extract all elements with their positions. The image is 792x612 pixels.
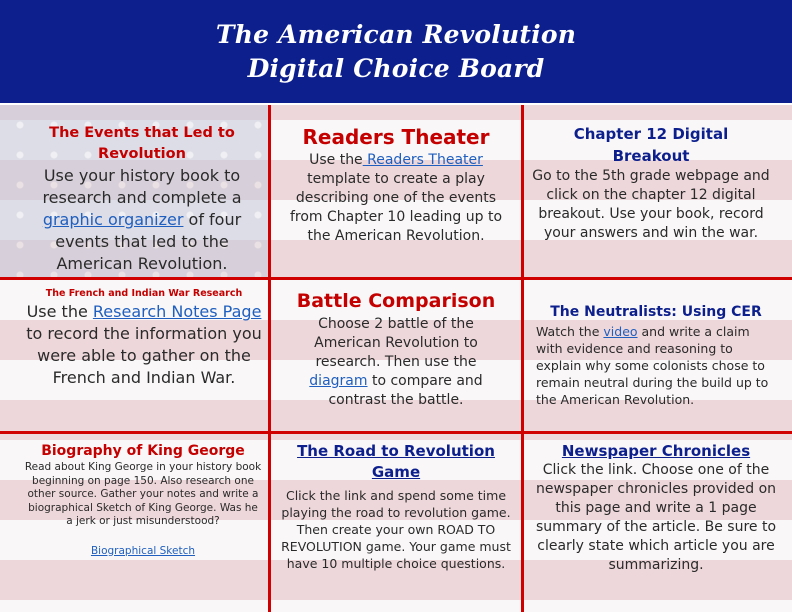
cell-title: The French and Indian War Research xyxy=(45,288,243,299)
cell-body: Click the link. Choose one of the newspaper chronicles provided on this page and write a 1 page summary of the article. Be sure to clearly state which article you are summarizing. xyxy=(535,462,777,573)
cell-newspaper-chronicles xyxy=(532,441,780,609)
cell-title: Biography of King George xyxy=(41,443,245,459)
cell-body-text: Watch the xyxy=(536,324,604,339)
cell-digital-breakout xyxy=(530,123,772,275)
cell-body-text-end: of four events that led to the American Revolution. xyxy=(55,210,242,273)
title-line-1: The American Revolution xyxy=(215,19,577,49)
cell-body-text: Use your history book to research and complete a xyxy=(42,166,242,207)
cell-title: Chapter 12 Digital Breakout xyxy=(573,125,729,165)
cell-readers-theater xyxy=(278,123,514,275)
cell-title: Readers Theater xyxy=(302,125,490,149)
cell-body-text: Choose 2 battle of the American Revolution to research. Then use the xyxy=(314,316,478,370)
divider-horizontal-1 xyxy=(0,277,792,280)
newspaper-chronicles-link[interactable]: Newspaper Chronicles xyxy=(561,442,751,460)
road-to-revolution-link[interactable]: The Road to Revolution Game xyxy=(297,442,495,481)
cell-body-text: Use the xyxy=(26,302,93,321)
cell-title: Battle Comparison xyxy=(296,290,496,312)
page-header xyxy=(0,0,792,105)
choice-board-grid xyxy=(0,105,792,612)
cell-body xyxy=(24,301,264,389)
cell-body-text: Use the xyxy=(309,152,363,168)
cell-body xyxy=(20,165,264,275)
diagram-link[interactable]: diagram xyxy=(309,373,368,389)
cell-body: Go to the 5th grade webpage and click on the chapter 12 digital breakout. Use your book, record your answers and win the war. xyxy=(532,168,770,241)
graphic-organizer-link[interactable]: graphic organizer xyxy=(42,210,184,229)
cell-body xyxy=(278,151,514,246)
cell-body: Click the link and spend some time playing the road to revolution game. Then create your own ROAD TO REVOLUTION game. Your game must have 10 multiple choice questions. xyxy=(281,488,511,571)
cell-road-to-revolution xyxy=(276,441,516,609)
cell-body-text-end: and write a claim with evidence and reasoning to explain why some colonists chose to remain neutral during the build up to the American Revolution. xyxy=(536,324,769,407)
cell-body-text-end: template to create a play describing one of the events from Chapter 10 leading up to the American Revolution. xyxy=(289,171,503,244)
cell-battle-comparison xyxy=(280,287,512,429)
divider-horizontal-2 xyxy=(0,431,792,434)
cell-body-text-end: to compare and contrast the battle. xyxy=(328,373,483,408)
video-link[interactable]: video xyxy=(603,324,638,339)
title-line-2: Digital Choice Board xyxy=(247,53,545,83)
cell-body xyxy=(536,323,776,408)
cell-events-led-to-revolution xyxy=(20,123,264,275)
cell-body xyxy=(280,315,512,410)
biographical-sketch-link[interactable]: Biographical Sketch xyxy=(90,544,196,557)
cell-king-george xyxy=(24,441,262,609)
readers-theater-link[interactable]: Readers Theater xyxy=(362,152,483,168)
divider-vertical-2 xyxy=(521,105,524,612)
divider-vertical-1 xyxy=(268,105,271,612)
cell-title: The Neutralists: Using CER xyxy=(550,304,762,320)
research-notes-link[interactable]: Research Notes Page xyxy=(92,302,262,321)
cell-french-indian-war xyxy=(24,287,264,429)
cell-body-text-end: to record the information you were able to gather on the French and Indian War. xyxy=(26,324,262,387)
cell-title: The Events that Led to Revolution xyxy=(49,125,235,162)
cell-body: Read about King George in your history book beginning on page 150. Also research one other source. Gather your notes and write a biographical Sketch of King George. Was he a jerk or just misunderstood? xyxy=(24,461,262,527)
cell-neutralists xyxy=(536,301,776,429)
